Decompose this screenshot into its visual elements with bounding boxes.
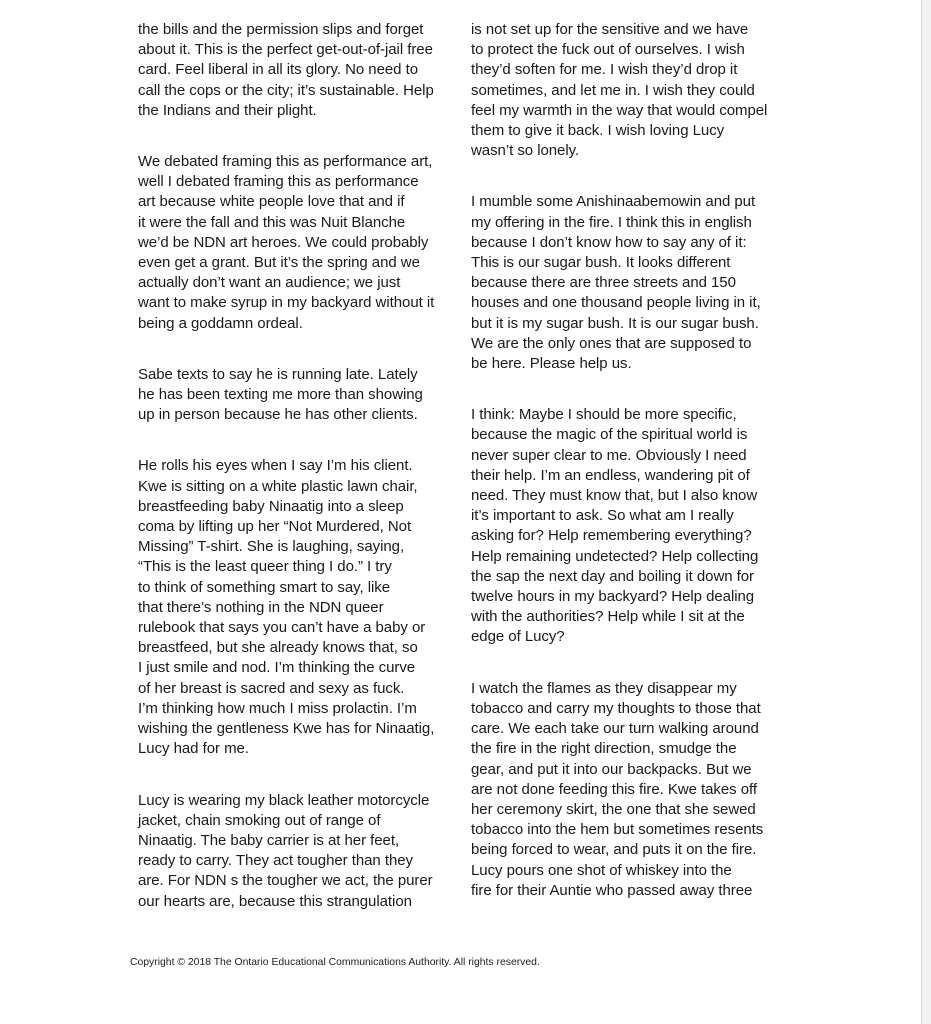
text-line: rulebook that says you can’t have a baby or xyxy=(138,619,426,637)
text-line: card. Feel liberal in all its glory. No need to xyxy=(138,61,419,79)
text-line: to protect the fuck out of ourselves. I wish xyxy=(471,41,745,59)
text-line: that there’s nothing in the NDN queer xyxy=(138,598,384,616)
text-line: because there are three streets and 150 xyxy=(471,274,736,292)
right-column xyxy=(471,20,793,932)
left-column xyxy=(138,20,456,943)
text-line: I mumble some Anishinaabemowin and put xyxy=(471,193,756,211)
paragraph xyxy=(471,405,793,647)
text-line: to think of something smart to say, like xyxy=(138,578,390,596)
paragraph xyxy=(471,20,793,161)
text-line: Ninaatig. The baby carrier is at her feet, xyxy=(138,831,400,849)
text-line: Lucy had for me. xyxy=(138,740,249,758)
text-line: our hearts are, because this strangulation xyxy=(138,892,412,910)
text-line: being forced to wear, and puts it on the fire. xyxy=(471,841,757,859)
text-line: wasn’t so lonely. xyxy=(471,142,580,160)
text-line: her ceremony skirt, the one that she sewed xyxy=(471,800,756,818)
paragraph xyxy=(138,152,456,334)
text-line: feel my warmth in the way that would compel xyxy=(471,101,768,119)
text-line: but it is my sugar bush. It is our sugar bush. xyxy=(471,314,759,332)
text-line: the fire in the right direction, smudge the xyxy=(471,740,737,758)
text-line: tobacco into the hem but sometimes resents xyxy=(471,821,764,839)
text-line: jacket, chain smoking out of range of xyxy=(138,811,381,829)
paragraph xyxy=(138,20,456,121)
text-line: asking for? Help remembering everything? xyxy=(471,527,752,545)
text-line: I think: Maybe I should be more specific, xyxy=(471,406,737,424)
text-line: care. We each take our turn walking around xyxy=(471,720,759,738)
text-line: edge of Lucy? xyxy=(471,628,565,646)
text-line: the Indians and their plight. xyxy=(138,101,317,119)
text-line: it were the fall and this was Nuit Blanche xyxy=(138,213,406,231)
viewer-edge xyxy=(921,0,931,1024)
text-line: I just smile and nod. I’m thinking the curve xyxy=(138,659,416,677)
text-line: it’s important to ask. So what am I really xyxy=(471,507,734,525)
text-line: fire for their Auntie who passed away three xyxy=(471,881,753,899)
text-line: he has been texting me more than showing xyxy=(138,386,423,404)
text-line: He rolls his eyes when I say I’m his client. xyxy=(138,457,413,475)
text-line: breastfeeding baby Ninaatig into a sleep xyxy=(138,497,404,515)
text-line: because the magic of the spiritual world is xyxy=(471,426,748,444)
text-line: up in person because he has other clients. xyxy=(138,406,418,424)
text-line: is not set up for the sensitive and we have xyxy=(471,21,749,38)
text-line: them to give it back. I wish loving Lucy xyxy=(471,122,725,140)
text-line: Lucy is wearing my black leather motorcycle xyxy=(138,791,430,809)
text-line: ready to carry. They act tougher than they xyxy=(138,852,413,870)
text-line: the sap the next day and boiling it down for xyxy=(471,567,754,585)
text-line: well I debated framing this as performance xyxy=(138,173,419,191)
text-line: are not done feeding this fire. Kwe takes off xyxy=(471,780,757,798)
text-line: are. For NDN s the tougher we act, the purer xyxy=(138,872,433,890)
paragraph xyxy=(471,679,793,901)
text-line: gear, and put it into our backpacks. But we xyxy=(471,760,752,778)
text-line: This is our sugar bush. It looks different xyxy=(471,254,731,272)
text-line: coma by lifting up her “Not Murdered, Not xyxy=(138,518,412,536)
text-line: We are the only ones that are supposed to xyxy=(471,334,752,352)
text-line: call the cops or the city; it’s sustainable. Help xyxy=(138,81,434,99)
text-line: be here. Please help us. xyxy=(471,355,632,373)
paragraph xyxy=(138,365,456,426)
text-line: art because white people love that and if xyxy=(138,193,405,211)
text-line: houses and one thousand people living in it, xyxy=(471,294,761,312)
text-line: sometimes, and let me in. I wish they could xyxy=(471,81,755,99)
text-line: actually don’t want an audience; we just xyxy=(138,274,401,292)
text-line: we’d be NDN art heroes. We could probably xyxy=(138,233,429,251)
text-line: they’d soften for me. I wish they’d drop it xyxy=(471,61,738,79)
text-line: breastfeed, but she already knows that, so xyxy=(138,639,418,657)
text-line: with the authorities? Help while I sit at the xyxy=(471,608,745,626)
text-line: We debated framing this as performance art, xyxy=(138,153,433,171)
text-line: the bills and the permission slips and forget xyxy=(138,21,424,38)
text-line: tobacco and carry my thoughts to those that xyxy=(471,699,761,717)
text-line: never super clear to me. Obviously I need xyxy=(471,446,747,464)
text-line: being a goddamn ordeal. xyxy=(138,314,303,332)
text-line: Kwe is sitting on a white plastic lawn chair, xyxy=(138,477,418,495)
paragraph xyxy=(138,791,456,912)
text-line: about it. This is the perfect get-out-of-jail free xyxy=(138,41,433,59)
text-line: I watch the flames as they disappear my xyxy=(471,679,737,697)
text-line: “This is the least queer thing I do.” I try xyxy=(138,558,392,576)
text-line: Sabe texts to say he is running late. Lately xyxy=(138,365,418,383)
text-line: their help. I’m an endless, wandering pit of xyxy=(471,466,750,484)
text-line: Lucy pours one shot of whiskey into the xyxy=(471,861,732,879)
text-line: I’m thinking how much I miss prolactin. I’m xyxy=(138,699,417,717)
text-line: Help remaining undetected? Help collecting xyxy=(471,547,759,565)
paragraph xyxy=(471,192,793,374)
text-line: wishing the gentleness Kwe has for Ninaatig, xyxy=(138,720,435,738)
text-line: because I don’t know how to say any of it: xyxy=(471,233,747,251)
text-line: Missing” T-shirt. She is laughing, saying, xyxy=(138,538,405,556)
text-line: of her breast is sacred and sexy as fuck. xyxy=(138,679,405,697)
text-line: even get a grant. But it’s the spring and we xyxy=(138,254,420,272)
copyright-footer: Copyright © 2018 The Ontario Educational Communications Authority. All rights reserved. xyxy=(130,957,540,968)
text-line: my offering in the fire. I think this in english xyxy=(471,213,752,231)
paragraph xyxy=(138,456,456,759)
text-line: twelve hours in my backyard? Help dealing xyxy=(471,588,755,606)
text-line: want to make syrup in my backyard without it xyxy=(138,294,435,312)
text-line: need. They must know that, but I also know xyxy=(471,487,758,505)
